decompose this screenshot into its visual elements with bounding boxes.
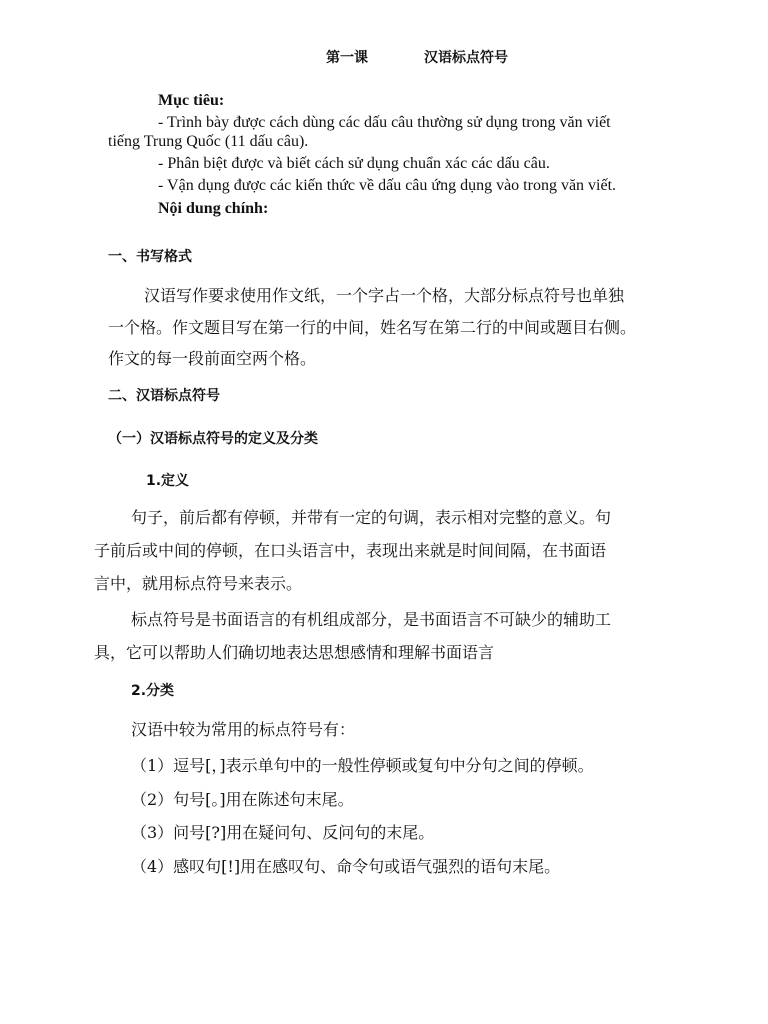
lesson-number: 第一课 bbox=[326, 50, 368, 66]
objectives-heading: Mục tiêu: bbox=[158, 92, 225, 109]
writing-format-line-3: 作文的每一段前面空两个格。 bbox=[108, 349, 317, 368]
objective-line-1: - Trình bày được cách dùng các dấu câu thường sử dụng trong văn viết bbox=[158, 114, 611, 131]
main-content-heading: Nội dung chính: bbox=[158, 200, 269, 217]
classification-heading: 2.分类 bbox=[131, 683, 175, 699]
classification-item-period: （2）句号[。]用在陈述句末尾。 bbox=[131, 790, 354, 809]
classification-intro: 汉语中较为常用的标点符号有： bbox=[131, 720, 356, 739]
definition-heading: 1.定义 bbox=[146, 473, 190, 489]
objective-line-4: - Vận dụng được các kiến thức về dấu câu ứng dụng vào trong văn viết. bbox=[158, 177, 617, 194]
writing-format-line-2: 一个格。作文题目写在第一行的中间，姓名写在第二行的中间或题目右侧。 bbox=[108, 318, 637, 337]
definition-para2-line-1: 标点符号是书面语言的有机组成部分，是书面语言不可缺少的辅助工 bbox=[131, 610, 612, 629]
classification-item-question: （3）问号[?]用在疑问句、反问句的末尾。 bbox=[131, 823, 435, 842]
definition-para1-line-3: 言中，就用标点符号来表示。 bbox=[94, 574, 303, 593]
lesson-title: 汉语标点符号 bbox=[424, 50, 508, 66]
classification-item-exclamation: （4）感叹句[!]用在感叹句、命令句或语气强烈的语句末尾。 bbox=[131, 857, 561, 876]
sub-heading-definition-classification: （一）汉语标点符号的定义及分类 bbox=[108, 431, 318, 447]
classification-item-comma: （1）逗号[，]表示单句中的一般性停顿或复句中分句之间的停顿。 bbox=[131, 756, 594, 775]
objective-line-3: - Phân biệt được và biết cách sử dụng chuẩn xác các dấu câu. bbox=[158, 155, 550, 172]
definition-para1-line-1: 句子，前后都有停顿，并带有一定的句调，表示相对完整的意义。句 bbox=[131, 508, 612, 527]
writing-format-line-1: 汉语写作要求使用作文纸，一个字占一个格，大部分标点符号也单独 bbox=[144, 286, 625, 305]
section-heading-writing-format: 一、书写格式 bbox=[108, 249, 192, 265]
objective-line-2: tiếng Trung Quốc (11 dấu câu). bbox=[108, 133, 309, 150]
section-heading-punctuation: 二、汉语标点符号 bbox=[108, 388, 220, 404]
definition-para1-line-2: 子前后或中间的停顿，在口头语言中，表现出来就是时间间隔，在书面语 bbox=[94, 541, 607, 560]
definition-para2-line-2: 具，它可以帮助人们确切地表达思想感情和理解书面语言 bbox=[94, 643, 495, 662]
